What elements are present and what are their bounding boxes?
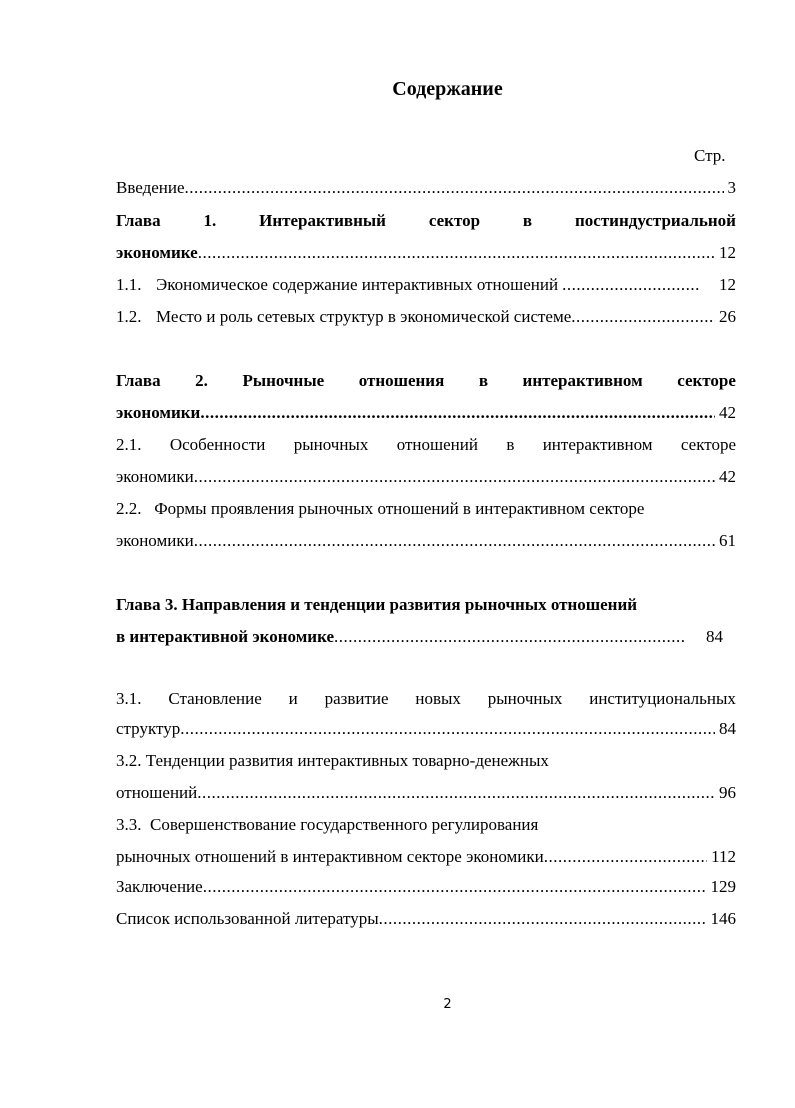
word: постиндустриальной: [574, 211, 736, 230]
word: интерактивном: [522, 371, 643, 390]
toc-title: Содержание: [392, 78, 503, 100]
toc-entry-intro: [116, 177, 736, 199]
entry-page: 12: [719, 275, 736, 294]
word: рыночных: [487, 689, 563, 708]
page-number: 2: [443, 997, 452, 1012]
dot-leader: [571, 306, 715, 328]
toc-section-1-1: [116, 274, 736, 296]
dot-leader: [334, 626, 686, 648]
toc-entry-conclusion: [116, 876, 736, 898]
word: Рыночные: [242, 371, 325, 390]
toc-chapter2-line2: [116, 402, 736, 424]
dot-leader: [194, 466, 715, 488]
word: 3.1.: [116, 689, 142, 708]
entry-page: 129: [710, 877, 736, 896]
word: 1.: [203, 211, 217, 230]
word: в: [506, 435, 515, 454]
word: в: [478, 371, 489, 390]
entry-text: отношений: [116, 783, 198, 802]
word: секторе: [677, 371, 736, 390]
entry-page: 26: [719, 307, 736, 326]
dot-leader: [544, 846, 707, 868]
entry-page: 96: [719, 783, 736, 802]
dot-leader: [197, 782, 715, 804]
word: 2.: [195, 371, 208, 390]
word: институциональных: [589, 689, 736, 708]
word: интерактивном: [542, 435, 653, 454]
dot-leader: [194, 530, 715, 552]
word: Глава: [116, 211, 161, 230]
entry-page: 84: [719, 719, 736, 738]
toc-section-3-1-line2: [116, 718, 736, 740]
toc-section-3-3-line1: 3.3. Совершенствование государственного регулирования: [116, 815, 539, 834]
word: отношений: [396, 435, 478, 454]
section-title: Экономическое содержание интерактивных отношений: [156, 275, 559, 294]
toc-section-3-2-line1: 3.2. Тенденции развития интерактивных товарно-денежных: [116, 751, 549, 770]
entry-text: Введение: [116, 178, 185, 197]
word: секторе: [680, 435, 736, 454]
section-number: 1.1.: [116, 275, 142, 294]
dot-leader: [203, 876, 707, 898]
entry-text: в интерактивной экономике: [116, 627, 335, 646]
entry-text: структур: [116, 719, 181, 738]
section-title: Место и роль сетевых структур в экономической системе: [156, 307, 572, 326]
word: новых: [415, 689, 461, 708]
entry-page: 61: [719, 531, 736, 550]
word: развитие: [324, 689, 389, 708]
word: Интерактивный: [259, 211, 386, 230]
dot-leader: [180, 718, 715, 740]
dot-leader: [558, 274, 701, 296]
section-number: 1.2.: [116, 307, 142, 326]
entry-page: 84: [706, 627, 723, 646]
toc-section-3-2-line2: [116, 782, 736, 804]
toc-chapter3-line1: Глава 3. Направления и тенденции развития рыночных отношений: [116, 595, 638, 614]
toc-chapter3-line2: [116, 626, 686, 648]
entry-page: 42: [719, 467, 736, 486]
toc-chapter2-line1: [116, 370, 736, 392]
toc-chapter1-line2: [116, 242, 736, 264]
toc-section-2-1-line2: [116, 466, 736, 488]
word: 2.1.: [116, 435, 142, 454]
word: Особенности: [169, 435, 266, 454]
entry-page: 12: [719, 243, 736, 262]
entry-text: [116, 306, 571, 328]
entry-text: [116, 274, 558, 296]
entry-page: 112: [711, 847, 736, 866]
toc-entry-references: [116, 908, 736, 930]
dot-leader: [379, 908, 707, 930]
word: Становление: [168, 689, 262, 708]
dot-leader: [185, 177, 724, 199]
entry-text: экономики: [116, 467, 194, 486]
toc-chapter1-line1: [116, 210, 736, 232]
entry-page: 3: [727, 178, 736, 197]
word: сектор: [428, 211, 481, 230]
word: отношения: [358, 371, 445, 390]
entry-page: 146: [710, 909, 736, 928]
entry-text: рыночных отношений в интерактивном секторе экономики: [116, 847, 544, 866]
word: и: [288, 689, 298, 708]
toc-section-2-1-line1: [116, 434, 736, 456]
toc-section-3-3-line2: [116, 846, 736, 868]
dot-leader: [198, 242, 715, 264]
toc-section-3-1-line1: [116, 688, 736, 710]
dot-leader: [200, 402, 715, 424]
toc-section-1-2: [116, 306, 736, 328]
toc-section-2-2-line1: 2.2. Формы проявления рыночных отношений в интерактивном секторе: [116, 499, 645, 518]
word: рыночных: [293, 435, 369, 454]
word: Глава: [116, 371, 161, 390]
toc-section-2-2-line2: [116, 530, 736, 552]
entry-text: экономики: [116, 531, 194, 550]
entry-text: экономики: [116, 403, 201, 422]
page-column-label: Стр.: [694, 146, 726, 165]
entry-text: Список использованной литературы: [116, 909, 379, 928]
entry-page: 42: [719, 403, 736, 422]
entry-text: экономике: [116, 243, 198, 262]
entry-text: Заключение: [116, 877, 203, 896]
word: в: [522, 211, 533, 230]
